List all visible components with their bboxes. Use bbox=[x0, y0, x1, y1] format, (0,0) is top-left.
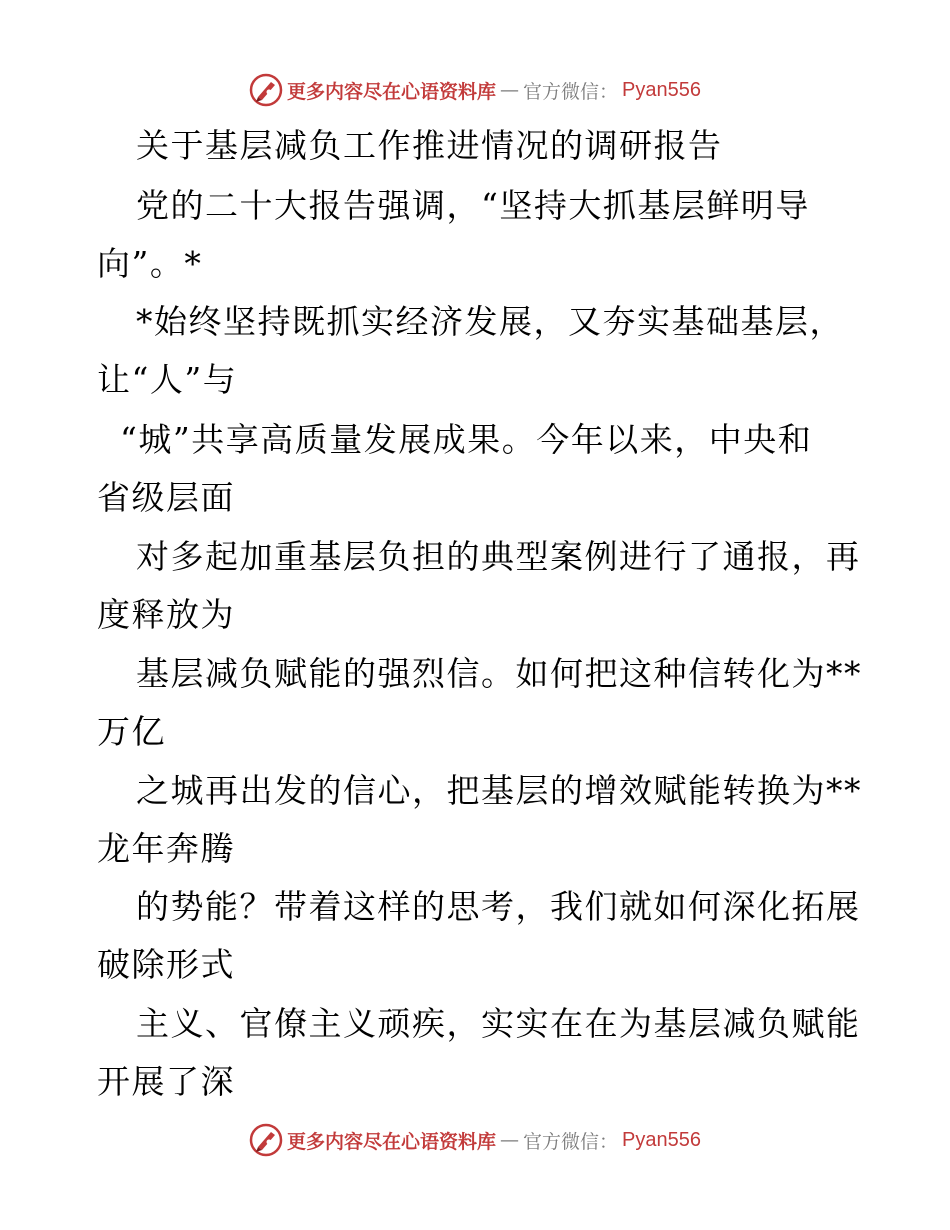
footer-watermark bbox=[0, 1120, 950, 1160]
body-line: 省级层面 bbox=[97, 478, 235, 517]
watermark-separator: — bbox=[500, 79, 520, 101]
watermark-brand-text: 更多内容尽在心语资料库 bbox=[287, 1130, 497, 1153]
body-line: *始终坚持既抓实经济发展，又夯实基础基层， bbox=[136, 302, 844, 341]
body-line: 度释放为 bbox=[97, 595, 235, 634]
body-line: “城”共享高质量发展成果。今年以来，中央和 bbox=[120, 420, 813, 459]
body-line: 主义、官僚主义顽疾，实实在在为基层减负赋能 bbox=[136, 1004, 861, 1043]
watermark-wechat-label: 官方微信： bbox=[523, 1130, 619, 1153]
body-line: 对多起加重基层负担的典型案例进行了通报，再 bbox=[136, 537, 861, 576]
body-line: 龙年奔腾 bbox=[97, 829, 235, 868]
document-title: 关于基层减负工作推进情况的调研报告 bbox=[136, 126, 723, 165]
body-line: 万亿 bbox=[97, 712, 166, 751]
body-line: 的势能？带着这样的思考，我们就如何深化拓展 bbox=[136, 887, 861, 926]
watermark-wechat-label: 官方微信： bbox=[523, 80, 619, 103]
body-line: 党的二十大报告强调，“坚持大抓基层鲜明导 bbox=[136, 186, 810, 225]
body-line: 之城再出发的信心，把基层的增效赋能转换为** bbox=[136, 771, 862, 810]
body-line: 让“人”与 bbox=[97, 360, 238, 399]
pen-logo-icon bbox=[249, 1123, 283, 1157]
body-line: 向”。* bbox=[97, 244, 203, 283]
watermark-separator: — bbox=[500, 1129, 520, 1151]
body-line: 开展了深 bbox=[97, 1062, 235, 1101]
watermark-wechat-id: Pyan556 bbox=[622, 78, 701, 101]
body-line: 基层减负赋能的强烈信。如何把这种信转化为** bbox=[136, 654, 862, 693]
watermark-wechat-id: Pyan556 bbox=[622, 1128, 701, 1151]
watermark-brand-text: 更多内容尽在心语资料库 bbox=[287, 80, 497, 103]
body-line: 破除形式 bbox=[97, 945, 235, 984]
